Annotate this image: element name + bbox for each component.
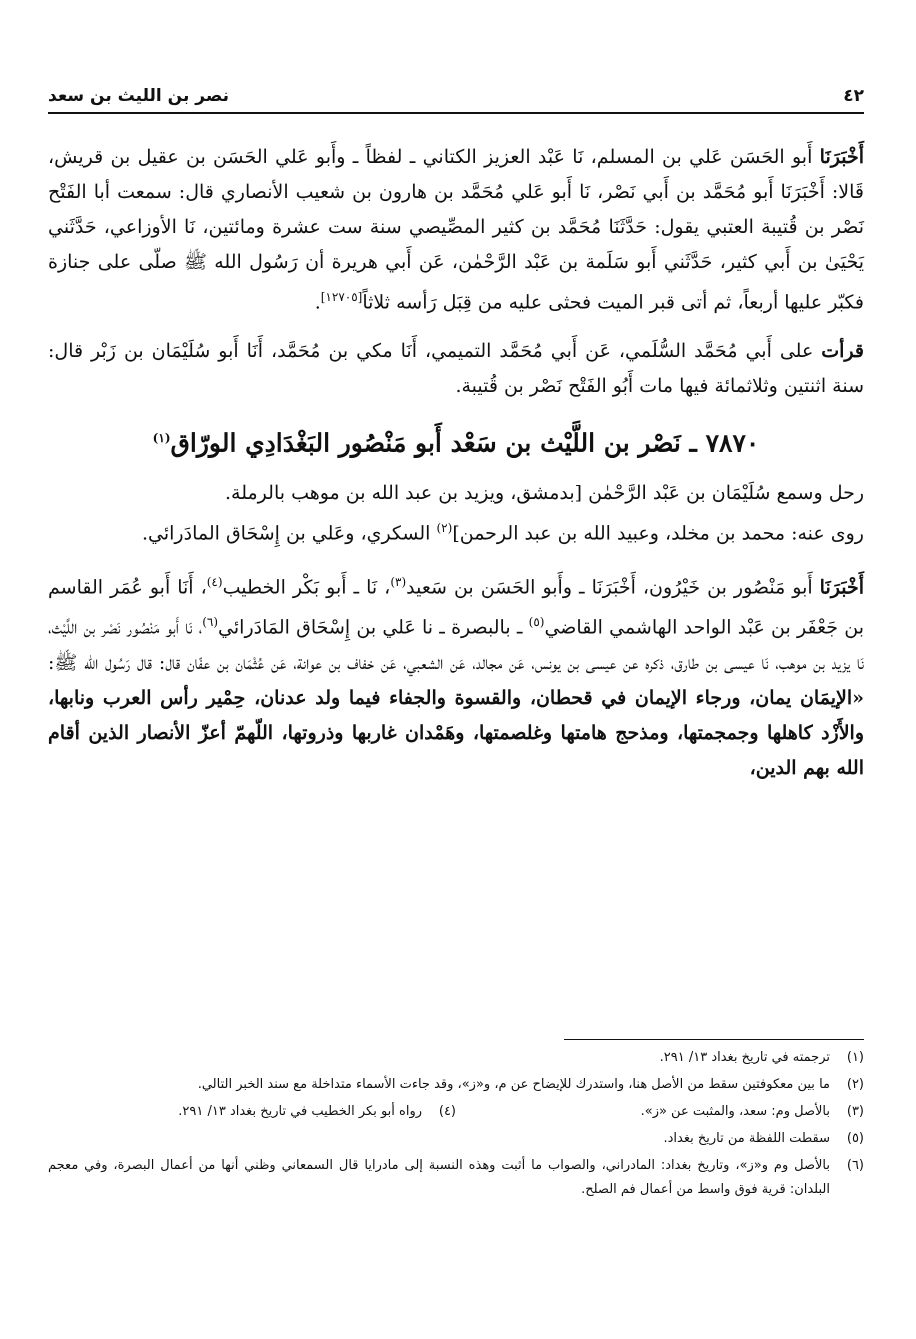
footnote-item — [48, 1154, 864, 1202]
footnote-marker: (٣) — [390, 574, 407, 589]
biography-travel — [48, 476, 864, 511]
hadith-reference-number: [١٢٧٠٥] — [320, 290, 363, 304]
footnote-number: (٣) — [846, 1104, 864, 1119]
paragraph-text: ، نَا ـ أَبو بَكْر الخطيب — [222, 576, 391, 599]
paragraph-lead: أَخْبَرَنَا — [819, 146, 864, 168]
biography-title — [48, 418, 864, 463]
paragraph-end: . — [314, 291, 321, 314]
paragraph-isnad-1 — [48, 140, 864, 320]
footnote-half — [456, 1100, 864, 1124]
paragraph-text: أَبو مَنْصُور بن خَيْرُون، أَخْبَرَنَا ـ وأَبو الحَسَن بن سَعيد — [406, 576, 820, 599]
footnote-text: بالأصل وم: سعد، والمثبت عن «ز». — [640, 1104, 830, 1119]
footnote-text: سقطت اللفظة من تاريخ بغداد. — [663, 1131, 830, 1146]
page-number: ٤٢ — [843, 86, 864, 106]
paragraph-isnad-2 — [48, 334, 864, 404]
paragraph-text: أَبو الحَسَن عَلي بن المسلم، نَا عَبْد العزيز الكتاني ـ لفظاً ـ وأَبو عَلي الحَسَن بن عقيل بن قريش، قَالا: أَخْبَرَنَا أَبو مُحَمَّد بن أَبي نَصْر، نَا أَبو عَلي مُحَمَّد بن هارون بن شعيب الأنصاري قال: سمعت أبا الفَتْح نَصْر بن قُتيبة العتبي يقول: حَدَّثَنَا مُحَمَّد بن كثير المصِّيصي سنة ست عشرة ومائتين، نَا الأوزاعي، حَدَّثَني يَحْيَىٰ بن أَبي كثير، حَدَّثَني أَبو سَلَمة بن عَبْد الرَّحْمٰن، عَن أَبي هريرة أن رَسُول الله ﷺ صلّى على جنازة فكبّر عليها أربعاً، ثم أتى قبر الميت فحثى عليه من قِبَل رَأسه ثلاثاً — [48, 146, 864, 314]
footnote-marker: (١) — [152, 431, 171, 446]
footnote-item — [48, 1100, 864, 1124]
footnote-marker: (٥) — [528, 615, 545, 630]
biography-title-text: ٧٨٧٠ ـ نَصْر بن اللَّيْث بن سَعْد أَبو مَنْصُور البَغْدَادِي الورّاق — [170, 428, 760, 458]
footnote-marker: (٤) — [206, 574, 223, 589]
footnote-number: (٤) — [438, 1104, 456, 1119]
footnote-number: (١) — [846, 1050, 864, 1065]
biography-narrators — [48, 511, 864, 551]
footnote-text: ما بين معكوفتين سقط من الأصل هنا، واستدرك للإيضاح عن م، و«ز»، وقد جاءت الأسماء متداخلة مع سند الخبر التالي. — [197, 1077, 830, 1092]
biography-text: روى عنه: محمد بن مخلد، وعبيد الله بن عبد الرحمن] — [452, 521, 864, 544]
footnotes — [48, 1046, 864, 1205]
footnote-number: (٢) — [846, 1077, 864, 1092]
footnote-divider — [564, 1039, 864, 1040]
paragraph-text: ، أَنَا أَبو عُمَر القاسم بن جَعْفَر بن عَبْد الواحد الهاشمي القاضي — [48, 576, 864, 639]
footnote-marker: (٦) — [202, 615, 219, 630]
paragraph-text: ـ بالبصرة ـ نا عَلي بن إِسْحَاق المَادَرائي — [218, 616, 529, 639]
footnote-text: ترجمته في تاريخ بغداد ١٣/ ٢٩١. — [659, 1050, 830, 1065]
footnote-item — [48, 1127, 864, 1151]
paragraph-hadith — [48, 565, 864, 786]
biography-text: رحل وسمع سُلَيْمَان بن عَبْد الرَّحْمٰن [بدمشق، ويزيد بن عبد الله بن موهب بالرملة. — [224, 481, 864, 504]
paragraph-lead: قرأت — [821, 340, 864, 363]
running-title: نصر بن الليث بن سعد — [48, 86, 229, 106]
footnote-marker: (٢) — [436, 520, 453, 535]
footnote-half — [48, 1100, 456, 1124]
footnote-text: رواه أبو بكر الخطيب في تاريخ بغداد ١٣/ ٢٩١. — [178, 1104, 422, 1119]
footnote-number: (٥) — [846, 1131, 864, 1146]
footnote-number: (٦) — [846, 1158, 864, 1173]
footnote-item — [48, 1073, 864, 1097]
paragraph-text: ، نَا أَبو مَنْصُور نَصْر بن اللَّيْث، نَا يزيد بن موهب، نَا عيسى بن طارق، ذكره عن عيسى بن يونس، عَن مجالد، عَن الشعبي، عَن خفاف بن عوانة، عَن عُثْمَان بن عفّان قال: قال رَسُول الله ﷺ: — [48, 616, 864, 674]
paragraph-lead: أَخْبَرَنَا — [819, 576, 864, 599]
footnote-text: بالأصل وم و«ز»، وتاريخ بغداد: المادراني، والصواب ما أثبت وهذه النسبة إلى مادرايا قال السمعاني وظني أنها من أعمال البصرة، وفي معجم البلدان: قرية فوق واسط من أعمال فم الصلح. — [48, 1158, 830, 1197]
paragraph-text: على أَبي مُحَمَّد السُّلَمي، عَن أَبي مُحَمَّد التميمي، أَنَا مكي بن مُحَمَّد، أَنَا أَبو سُلَيْمَان بن زَبْر قال: سنة اثنتين وثلاثمائة فيها مات أَبُو الفَتْح نَصْر بن قُتيبة. — [48, 340, 864, 398]
main-text — [48, 140, 864, 800]
page-header — [48, 72, 864, 114]
hadith-text: «الإيمَان يمان، ورجاء الإيمان في قحطان، والقسوة والجفاء فيما ولد عدنان، حِمْير رأس العرب ونابها، والأَزْد كاهلها وجمجمتها، ومذحج هامتها وغلصمتها، وهَمْدان غاربها وذروتها، اللّهمّ أعزّ الأنصار الذين أقام الله بهم الدين، — [48, 686, 864, 779]
biography-text: السكري، وعَلي بن إِسْحَاق المادَرائي. — [141, 521, 437, 544]
footnote-item — [48, 1046, 864, 1070]
